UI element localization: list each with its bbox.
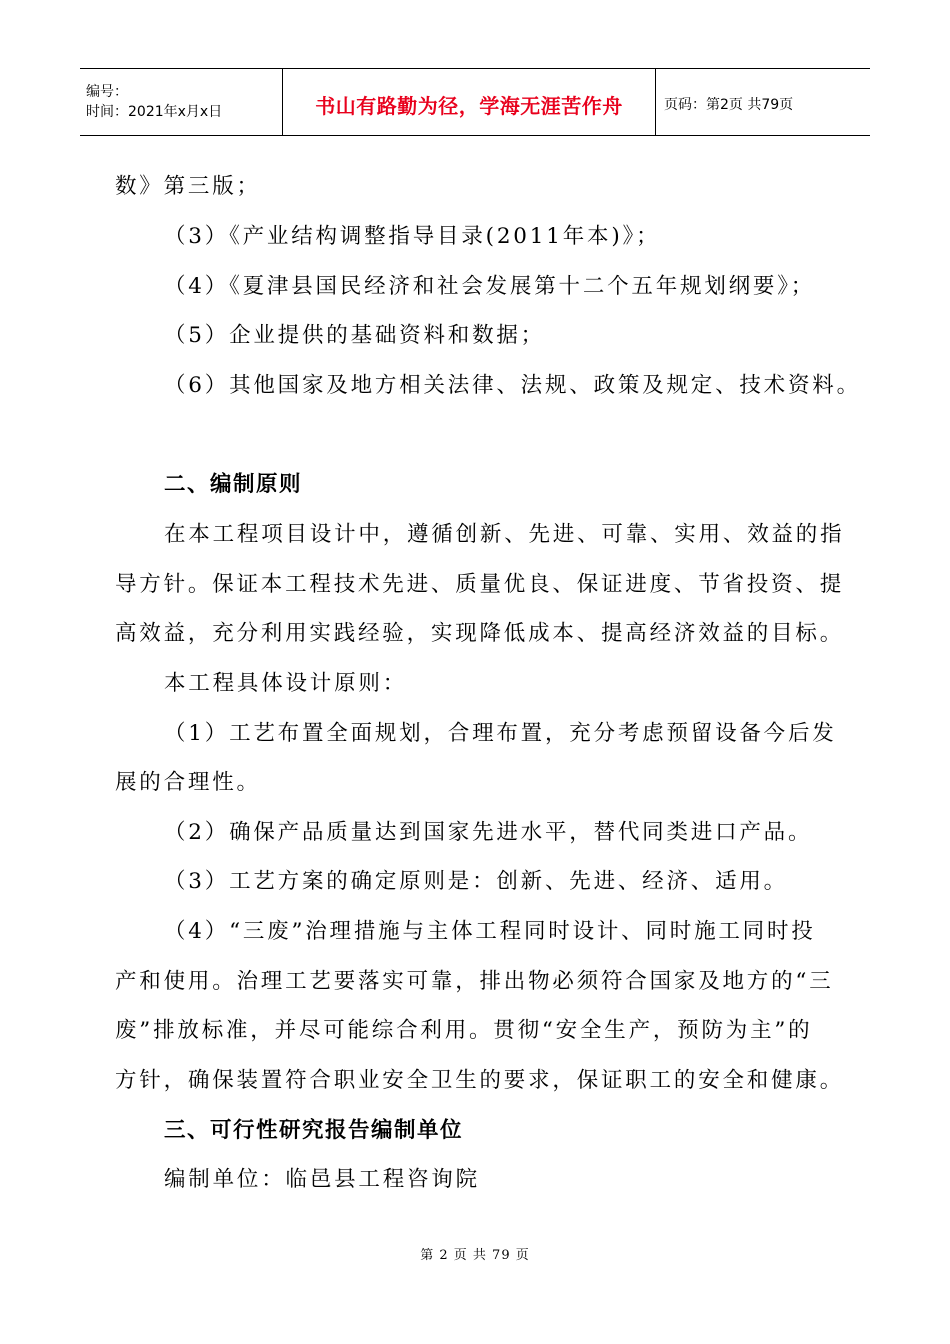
doc-number-label: 编号：	[86, 84, 128, 100]
header-motto: 书山有路勤为径，学海无涯苦作舟	[315, 93, 623, 118]
list-item: （5）企业提供的基础资料和数据；	[164, 323, 545, 348]
paragraph-line: 废”排放标准，并尽可能综合利用。贯彻“安全生产，预防为主”的	[115, 1018, 813, 1043]
paragraph-line: 导方针。保证本工程技术先进、质量优良、保证进度、节省投资、提	[115, 572, 845, 597]
list-item: （1）工艺布置全面规划，合理布置，充分考虑预留设备今后发	[164, 721, 837, 746]
list-item: （2）确保产品质量达到国家先进水平，替代同类进口产品。	[164, 820, 813, 845]
header-left-cell	[80, 69, 283, 135]
doc-date-label: 时间：2021年x月x日	[86, 104, 223, 120]
paragraph-line: 高效益，充分利用实践经验，实现降低成本、提高经济效益的目标。	[115, 621, 845, 646]
section-heading: 二、编制原则	[164, 472, 303, 497]
list-item: （3）工艺方案的确定原则是：创新、先进、经济、适用。	[164, 869, 788, 894]
paragraph-line: 编制单位：临邑县工程咨询院	[164, 1167, 480, 1192]
paragraph-line: 本工程具体设计原则：	[164, 671, 408, 696]
paragraph-line: 在本工程项目设计中，遵循创新、先进、可靠、实用、效益的指	[164, 522, 845, 547]
page-footer: 第 2 页 共 79 页	[420, 1248, 530, 1263]
list-item: （6）其他国家及地方相关法律、法规、政策及规定、技术资料。	[164, 373, 861, 398]
paragraph-line: 产和使用。治理工艺要落实可靠，排出物必须符合国家及地方的“三	[115, 969, 834, 994]
paragraph-line: 方针，确保装置符合职业安全卫生的要求，保证职工的安全和健康。	[115, 1068, 845, 1093]
paragraph-line: 展的合理性。	[115, 770, 261, 795]
list-item: （3）《产业结构调整指导目录(2011年本)》；	[164, 224, 661, 249]
header-page-info: 页码：第2页 共79页	[664, 97, 794, 113]
paragraph-line: 数》第三版；	[115, 174, 261, 199]
section-heading: 三、可行性研究报告编制单位	[164, 1118, 464, 1143]
list-item: （4）“三废”治理措施与主体工程同时设计、同时施工同时投	[164, 919, 816, 944]
header-page-cell	[656, 69, 870, 135]
header-motto-cell	[283, 69, 656, 135]
list-item: （4）《夏津县国民经济和社会发展第十二个五年规划纲要》；	[164, 274, 816, 299]
page-header	[80, 68, 870, 136]
